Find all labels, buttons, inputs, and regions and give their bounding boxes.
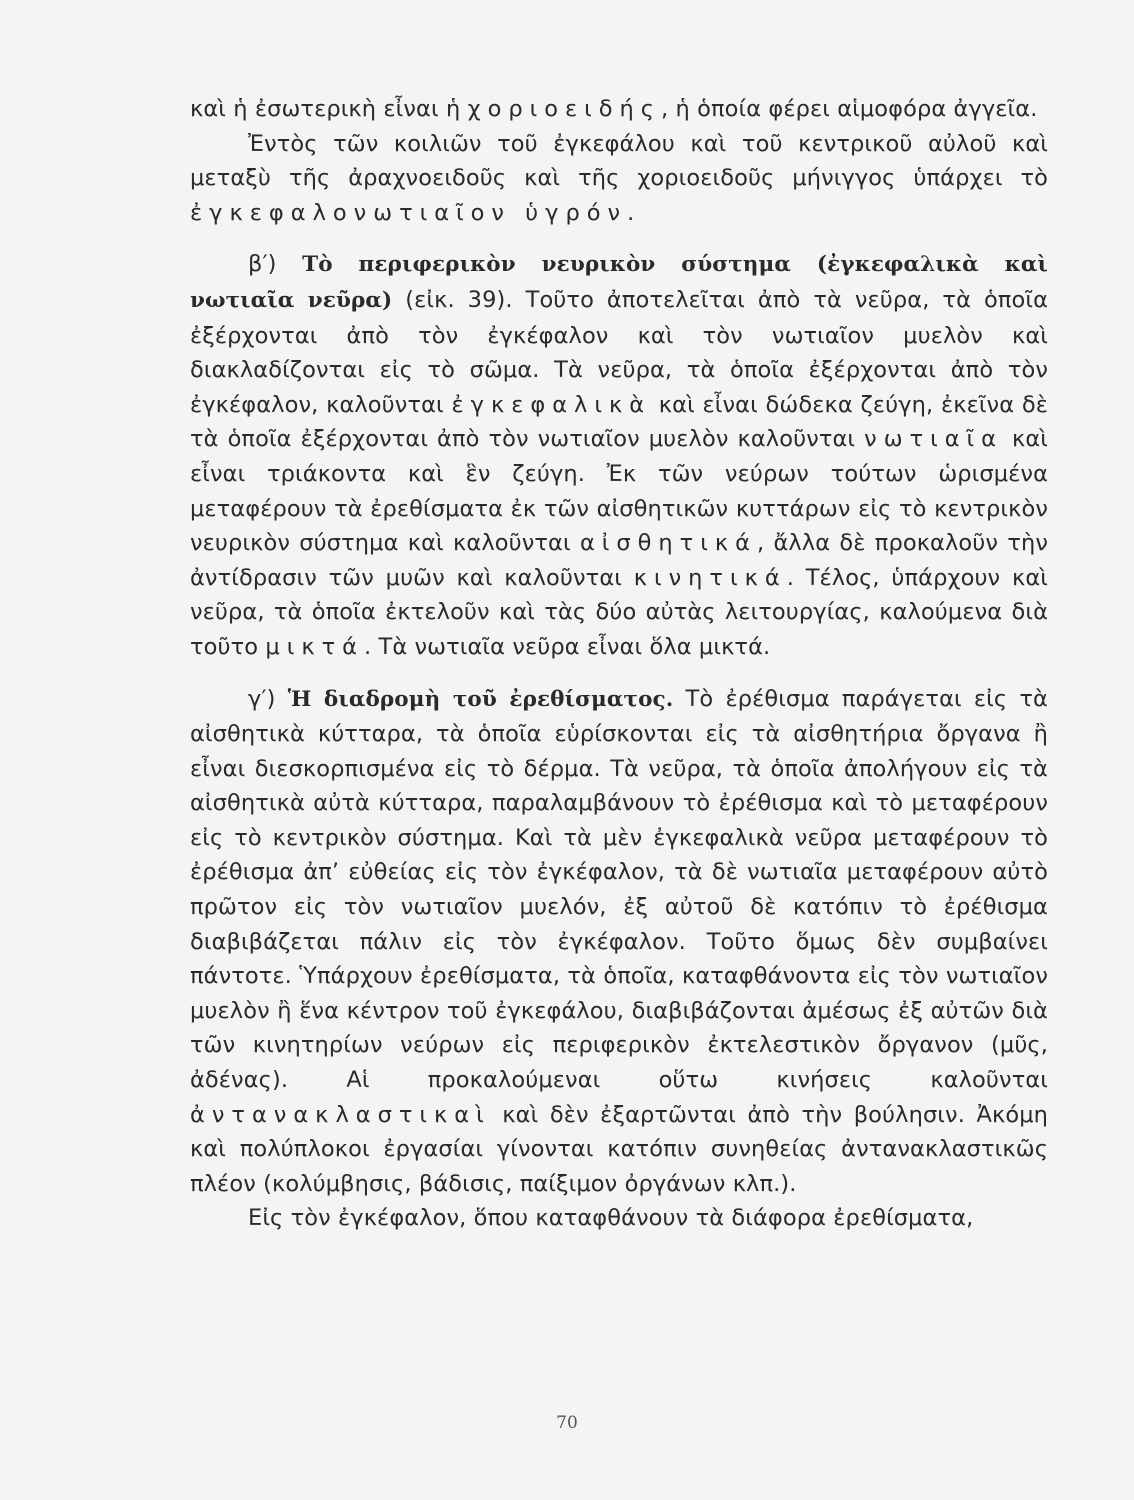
text-run: Ἐντὸς τῶν κοιλιῶν τοῦ ἐγκεφάλου καὶ τοῦ κεντρικοῦ αὐλοῦ καὶ μεταξὺ τῆς ἀραχνοειδοῦς καὶ τῆς χοριοειδοῦς μήνιγγος ὑπάρχει τὸ [190,130,1048,192]
text-run: . Τέλος, ὑπάρχουν καὶ νεῦρα, τὰ ὁποῖα ἐκτελοῦν καὶ τὰς δύο αὐτὰς λειτουργίας, καλούμενα διὰ τοῦτο [190,564,1048,660]
paragraph [190,127,1048,231]
emphasized-term: ἐγκεφαλονωτιαῖον ὑγρόν [190,199,628,226]
text-run: . Τὰ νωτιαῖα νεῦρα εἶναι ὅλα μικτά. [363,633,771,660]
section-heading: Τὸ περιφερικὸν νευρικὸν σύστημα (ἐγκεφαλικὰ καὶ νωτιαῖα νεῦρα) [190,252,1048,313]
text-run: καὶ δὲν ἐξαρτῶνται ἀπὸ τὴν βούλησιν. Ἀκόμη καὶ πολύπλοκοι ἐργασίαι γίνονται κατόπιν συνηθείας ἀντανακλαστικῶς πλέον (κολύμβησις, βάδισις, παίξιμον ὀργάνων κλπ.). [190,1101,1048,1197]
text-run: καὶ εἶναι τριάκοντα καὶ ἓν ζεύγη. Ἐκ τῶν νεύρων τούτων ὡρισμένα μεταφέρουν τὰ ἐρεθίσματα ἐκ τῶν αἰσθητικῶν κυττάρων εἰς τὸ κεντρικὸν νευρικὸν σύστημα καὶ καλοῦνται [190,426,1048,557]
text-run: Τὸ ἐρέθισμα παράγεται εἰς τὰ αἰσθητικὰ κύτταρα, τὰ ὁποῖα εὑρίσκονται εἰς τὰ αἰσθητήρια ὄργανα ἢ εἶναι διεσκορπισμένα εἰς τὸ δέρμα. Τὰ νεῦρα, τὰ ὁποῖα ἀπολήγουν εἰς τὰ αἰσθητικὰ αὐτὰ κύτταρα, παραλαμβάνουν τὸ ἐρέθισμα καὶ τὸ μεταφέρουν εἰς τὸ κεντρικὸν σύστημα. Καὶ τὰ μὲν ἐγκεφαλικὰ νεῦρα μεταφέρουν τὸ ἐρέθισμα ἀπ’ εὐθείας εἰς τὸν ἐγκέφαλον, τὰ δὲ νωτιαῖα μεταφέρουν αὐτὸ πρῶτον εἰς τὸν νωτιαῖον μυελόν, ἐξ αὐτοῦ δὲ κατόπιν τὸ ἐρέθισμα διαβιβάζεται πάλιν εἰς τὸν ἐγκέφαλον. Τοῦτο ὅμως δὲν συμβαίνει πάντοτε. Ὑπάρχουν ἐρεθίσματα, τὰ ὁποῖα, καταφθάνοντα εἰς τὸν νωτιαῖον μυελὸν ἢ ἕνα κέντρον τοῦ ἐγκεφάλου, διαβιβάζονται ἀμέσως ἐξ αὐτῶν διὰ τῶν κινητηρίων νεύρων εἰς περιφερικὸν ἐκτελεστικὸν ὄργανον (μῦς, ἀδένας). Αἱ προκαλούμεναι οὕτω κινήσεις καλοῦνται [190,685,1048,1094]
text-run: καὶ εἶναι δώδεκα ζεύγη, ἐκεῖνα δὲ τὰ ὁποῖα ἐξέρχονται ἀπὸ τὸν νωτιαῖον μυελὸν καλοῦνται [190,391,1048,453]
body-text [190,92,1048,1236]
text-run: β′) [248,251,303,278]
text-run: γ′) [248,685,288,712]
emphasized-term: ἀντανακλαστικαὶ [190,1101,491,1128]
paragraph [190,92,1048,127]
paragraph [190,682,1048,1202]
section-heading: Ἡ διαδρομὴ τοῦ ἐρεθίσματος. [287,686,674,712]
text-run: , ἡ ὁποία φέρει αἱμοφόρα ἀγγεῖα. [661,96,1038,122]
paragraph [190,247,1048,664]
paragraph [190,1201,1048,1236]
emphasized-term: κινητικά [633,564,787,591]
text-run: . [627,199,635,226]
emphasized-term: νωτιαῖα [864,426,1003,453]
emphasized-term: χοριοειδής [467,96,662,122]
text-run: , ἄλλα δὲ προκαλοῦν τὴν ἀντίδρασιν τῶν μυῶν καὶ καλοῦνται [190,530,1048,591]
text-run: Εἰς τὸν ἐγκέφαλον, ὅπου καταφθάνουν τὰ διάφορα ἐρεθίσματα, [248,1205,974,1232]
page-number: 70 [556,1413,578,1433]
text-run: (εἰκ. 39). Τοῦτο ἀποτελεῖται ἀπὸ τὰ νεῦρα, τὰ ὁποῖα ἐξέρχονται ἀπὸ τὸν ἐγκέφαλον καὶ τὸν νωτιαῖον μυελὸν καὶ διακλαδίζονται εἰς τὸ σῶμα. Τὰ νεῦρα, τὰ ὁποῖα ἐξέρχονται ἀπὸ τὸν ἐγκέφαλον, καλοῦνται [190,286,1048,418]
text-run: καὶ ἡ ἐσωτερικὴ εἶναι ἡ [190,96,468,122]
emphasized-term: ἐγκεφαλικὰ [451,391,652,418]
emphasized-term: μικτά [265,633,364,660]
emphasized-term: αἰσθητικά [579,530,757,557]
